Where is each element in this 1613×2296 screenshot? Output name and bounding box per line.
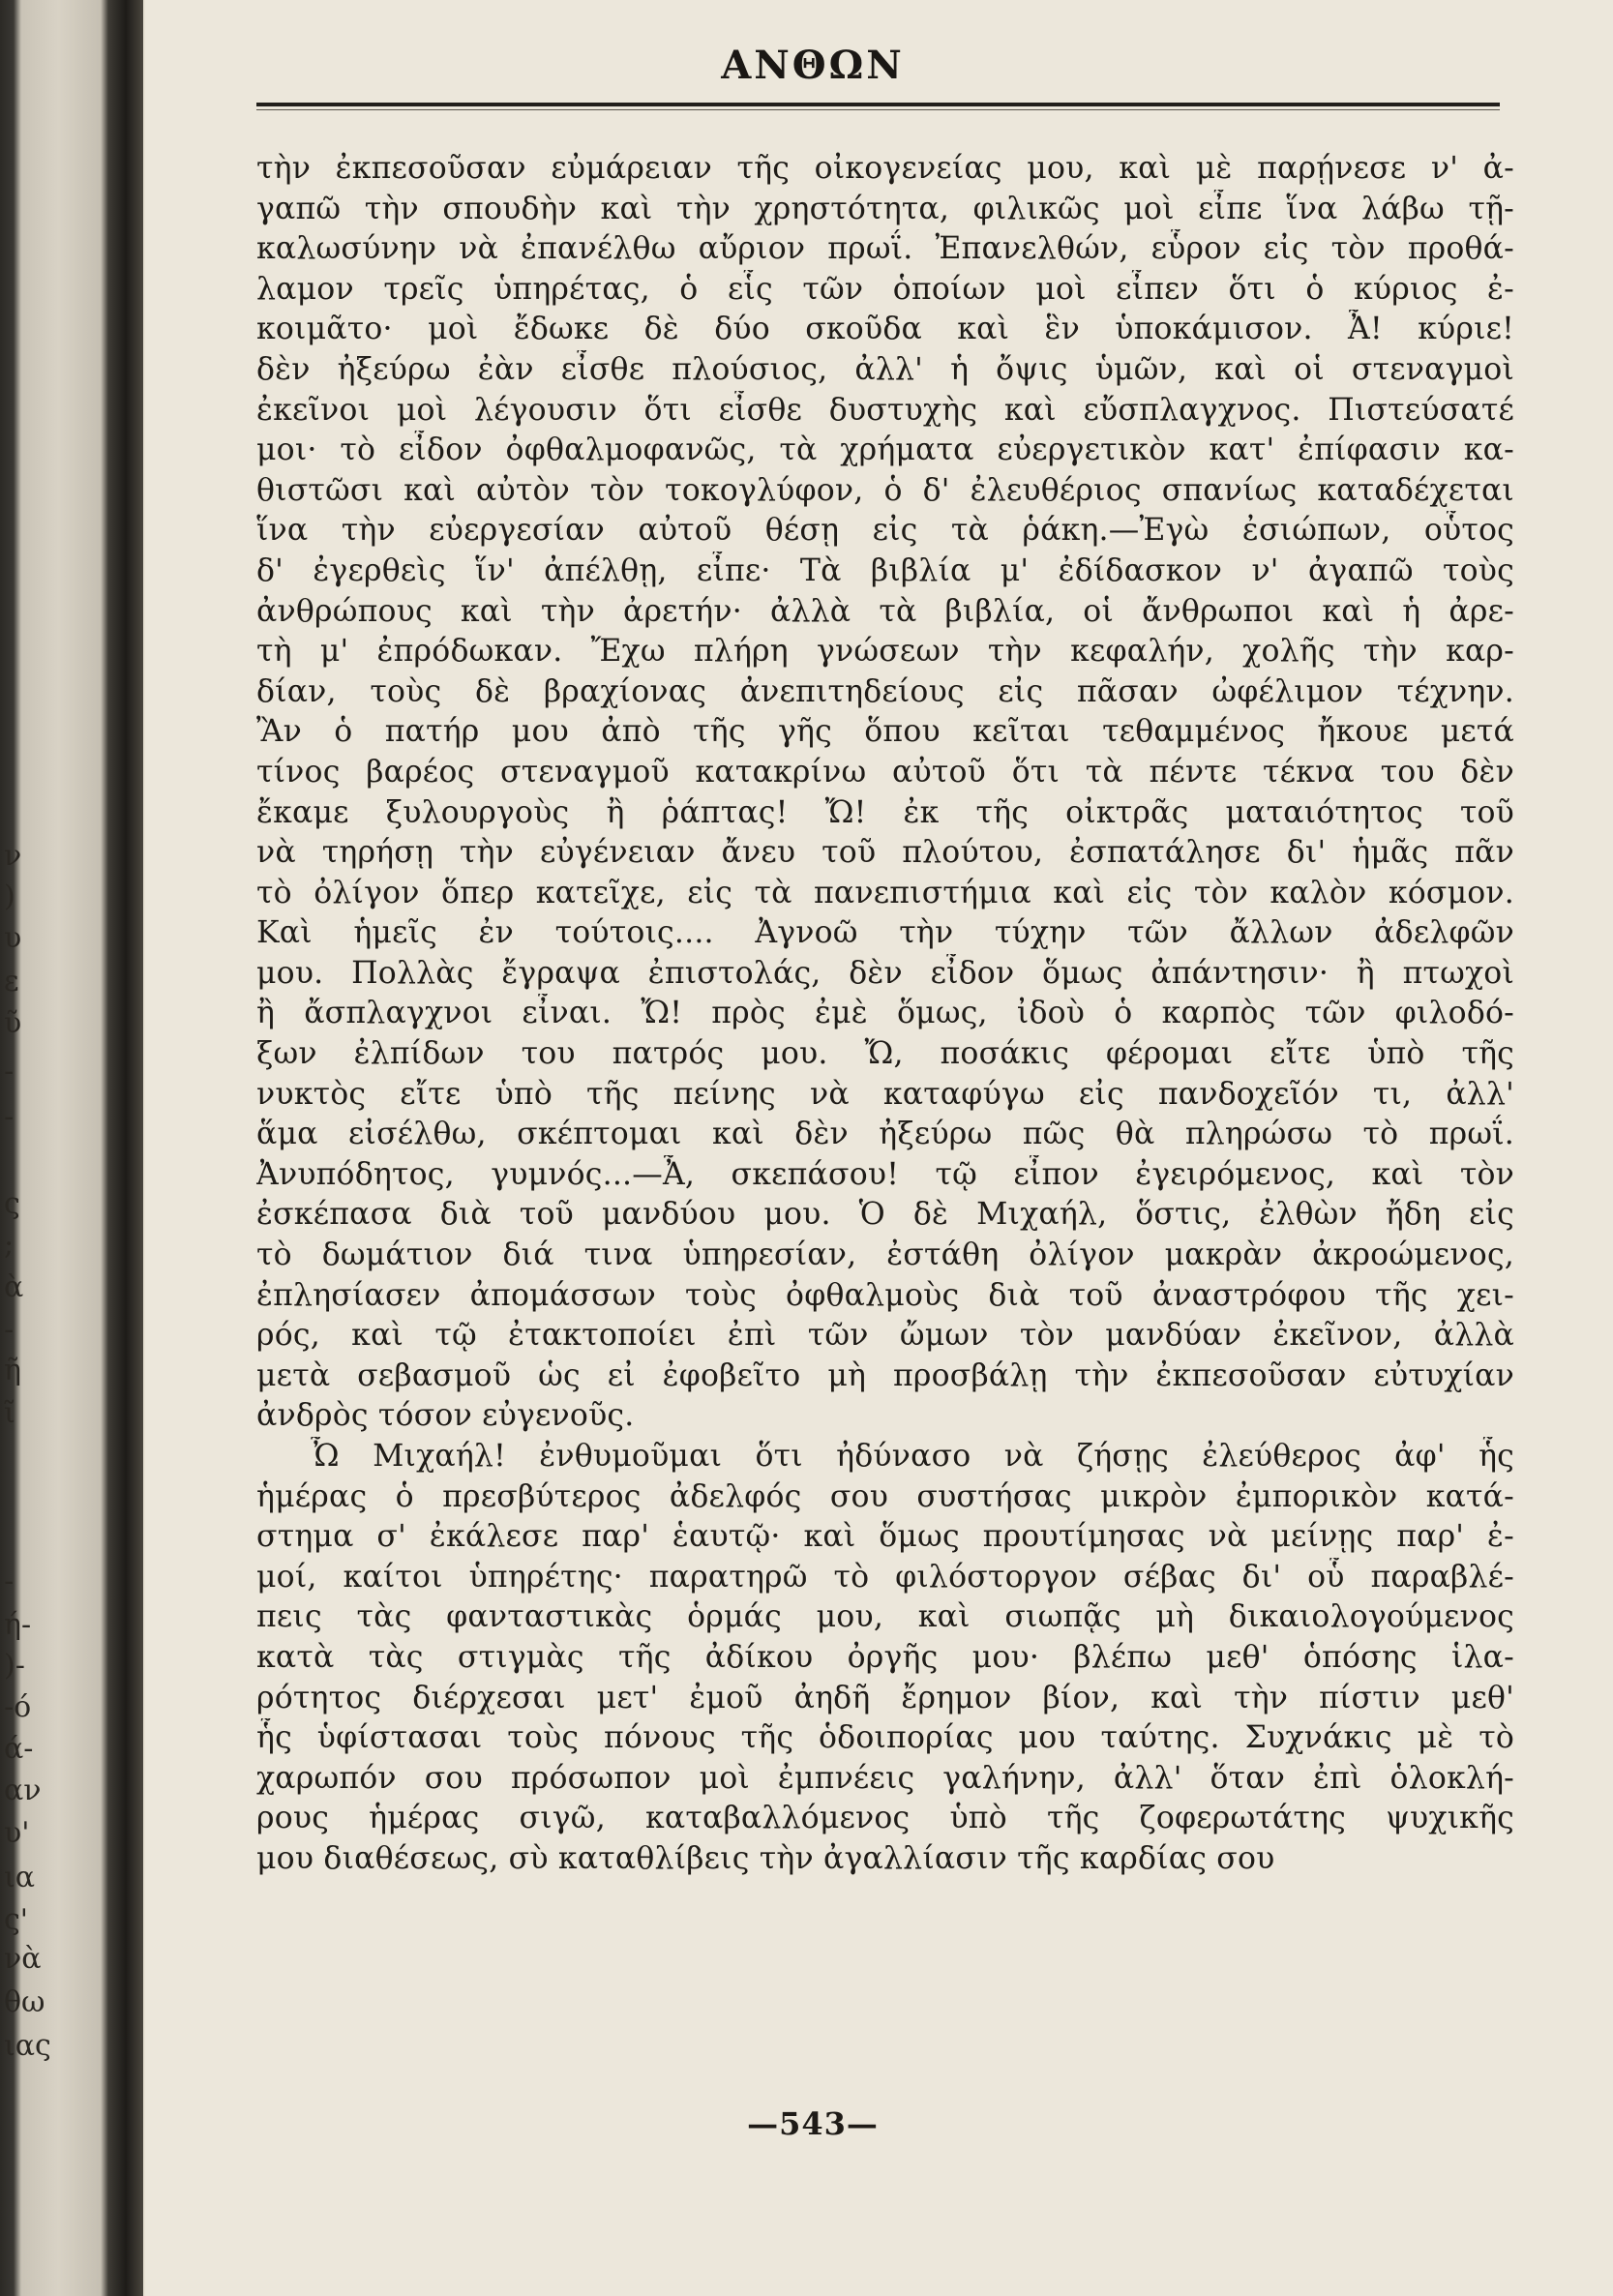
page-header [106,43,1519,88]
text-line: γαπῶ τὴν σπουδὴν καὶ τὴν χρηστότητα, φιλικῶς μοὶ εἶπε ἵνα λάβω τῇ- [256,191,1514,226]
margin-fragment: ) [4,880,15,913]
margin-fragment: ια [4,1861,36,1894]
text-line: ἀνθρώπους καὶ τὴν ἀρετήν· ἀλλὰ τὰ βιβλία, οἱ ἄνθρωποι καὶ ἡ ἀρε- [256,593,1514,629]
margin-fragment: ῆ [4,1354,21,1387]
margin-fragment: - [4,1565,15,1598]
margin-fragment: )- [4,1649,25,1683]
margin-fragment: - [4,1055,15,1088]
margin-fragment: ; [4,1228,15,1262]
margin-fragment: νὰ [4,1942,42,1976]
margin-fragment: ν [4,839,22,873]
text-line: ρός, καὶ τῷ ἐτακτοποίει ἐπὶ τῶν ὤμων τὸν μανδύαν ἐκεῖνον, ἀλλὰ [256,1318,1514,1354]
text-line: ἵνα τὴν εὐεργεσίαν αὐτοῦ θέσῃ εἰς τὰ ῥάκη.—Ἐγὼ ἐσιώπων, οὗτος [256,513,1514,549]
margin-fragment: θω [4,1985,45,2019]
text-line: μου. Πολλὰς ἔγραψα ἐπιστολάς, δὲν εἶδον ὅμως ἀπάντησιν· ἢ πτωχοὶ [256,955,1514,991]
page-number: —543— [747,2105,879,2142]
margin-fragment: ιας [4,2029,51,2063]
text-line: τὸ δωμάτιον διά τινα ὑπηρεσίαν, ἐστάθη ὀλίγον μακρὰν ἀκροώμενος, [256,1237,1514,1273]
text-line: τίνος βαρέος στεναγμοῦ κατακρίνω αὐτοῦ ὅτι τὰ πέντε τέκνα του δὲν [256,754,1514,790]
text-line: λαμον τρεῖς ὑπηρέτας, ὁ εἷς τῶν ὁποίων μοὶ εἶπεν ὅτι ὁ κύριος ἐ- [256,271,1514,307]
text-line: ξων ἐλπίδων του πατρός μου. Ὤ, ποσάκις φέρομαι εἴτε ὑπὸ τῆς [256,1036,1514,1072]
previous-page-margin [0,0,106,2296]
text-line: ἧς ὑφίστασαι τοὺς πόνους τῆς ὁδοιπορίας μου ταύτης. Συχνάκις μὲ τὸ [256,1720,1514,1756]
text-line: ρότητος διέρχεσαι μετ' ἐμοῦ ἀηδῆ ἔρημον βίον, καὶ τὴν πίστιν μεθ' [256,1680,1514,1715]
text-line: ἀνδρὸς τόσον εὐγενοῦς. [256,1398,635,1434]
text-line: μοί, καίτοι ὑπηρέτης· παρατηρῶ τὸ φιλόστοργον σέβας δι' οὗ παραβλέ- [256,1559,1514,1595]
text-line: πεις τὰς φανταστικὰς ὁρμάς μου, καὶ σιωπᾷς μὴ δικαιολογούμενος [256,1599,1514,1635]
text-line: δίαν, τοὺς δὲ βραχίονας ἀνεπιτηδείους εἰς πᾶσαν ὠφέλιμον τέχνην. [256,673,1514,709]
margin-fragment: υ [4,921,22,955]
text-line: δ' ἐγερθεὶς ἵν' ἀπέλθῃ, εἶπε· Τὰ βιβλία μ' ἐδίδασκον ν' ἀγαπῶ τοὺς [256,552,1514,588]
text-line: μου διαθέσεως, σὺ καταθλίβεις τὴν ἀγαλλίασιν τῆς καρδίας σου [256,1840,1275,1876]
margin-fragment: ή- [4,1608,32,1642]
header-rule [256,103,1500,106]
text-line: ἔκαμε ξυλουργοὺς ἢ ῥάπτας! Ὤ! ἐκ τῆς οἰκτρᾶς ματαιότητος τοῦ [256,794,1514,830]
text-line: τὸ ὀλίγον ὅπερ κατεῖχε, εἰς τὰ πανεπιστήμια καὶ εἰς τὸν καλὸν κόσμον. [256,875,1514,910]
text-line: ἐπλησίασεν ἀπομάσσων τοὺς ὀφθαλμοὺς διὰ τοῦ ἀναστρόφου τῆς χει- [256,1277,1514,1313]
text-line: στημα σ' ἐκάλεσε παρ' ἑαυτῷ· καὶ ὅμως προυτίμησας νὰ μείνῃς παρ' ἐ- [256,1519,1514,1555]
margin-fragment: υ' [4,1816,30,1850]
text-line: ἐκεῖνοι μοὶ λέγουσιν ὅτι εἶσθε δυστυχὴς καὶ εὔσπλαγχνος. Πιστεύσατέ [256,392,1514,428]
text-line: ρους ἡμέρας σιγῶ, καταβαλλόμενος ὑπὸ τῆς ζοφερωτάτης ψυχικῆς [256,1801,1514,1836]
text-line: μετὰ σεβασμοῦ ὡς εἰ ἐφοβεῖτο μὴ προσβάλῃ τὴν ἐκπεσοῦσαν εὐτυχίαν [256,1357,1514,1393]
text-line: Ἂν ὁ πατήρ μου ἀπὸ τῆς γῆς ὅπου κεῖται τεθαμμένος ἤκουε μετά [256,714,1514,750]
text-line: κοιμᾶτο· μοὶ ἔδωκε δὲ δύο σκοῦδα καὶ ἓν ὑποκάμισον. Ἆ! κύριε! [256,312,1514,347]
margin-fragment: ῦ [4,1006,22,1040]
text-line: τὴ μ' ἐπρόδωκαν. Ἔχω πλήρη γνώσεων τὴν κεφαλήν, χολῆς τὴν καρ- [256,634,1514,670]
text-line: χαρωπόν σου πρόσωπον μοὶ ἐμπνέεις γαλήνην, ἀλλ' ὅταν ἐπὶ ὁλοκλή- [256,1760,1514,1796]
text-line: ἅμα εἰσέλθω, σκέπτομαι καὶ δὲν ἠξεύρω πῶς θὰ πληρώσω τὸ πρωΐ. [256,1117,1514,1152]
text-line: δὲν ἠξεύρω ἐὰν εἶσθε πλούσιος, ἀλλ' ἡ ὄψις ὑμῶν, καὶ οἱ στεναγμοὶ [256,351,1514,387]
margin-fragment: - [4,1313,15,1347]
margin-fragment: ά- [4,1732,34,1766]
margin-fragment: αν [4,1774,42,1807]
text-line: Ὦ Μιχαήλ! ἐνθυμοῦμαι ὅτι ἠδύνασο νὰ ζήσῃς ἐλεύθερος ἀφ' ἧς [311,1439,1514,1474]
text-line: θιστῶσι καὶ αὐτὸν τὸν τοκογλύφον, ὁ δ' ἐλευθέριος σπανίως καταδέχεται [256,472,1514,508]
margin-fragment: ε [4,965,19,999]
running-head: ΑΝΘΩΝ [721,43,905,88]
header-rule-thin [256,109,1500,110]
text-line: ἐσκέπασα διὰ τοῦ μανδύου μου. Ὁ δὲ Μιχαήλ, ὅστις, ἐλθὼν ἤδη εἰς [256,1197,1514,1233]
margin-fragment: ς' [4,1903,29,1937]
margin-fragment: ς [4,1187,20,1221]
text-line: Καὶ ἡμεῖς ἐν τούτοις.... Ἀγνοῶ τὴν τύχην τῶν ἄλλων ἀδελφῶν [256,915,1514,951]
text-line: μοι· τὸ εἶδον ὀφθαλμοφανῶς, τὰ χρήματα εὐεργετικὸν κατ' ἐπίφασιν κα- [256,432,1514,468]
text-line: νυκτὸς εἴτε ὑπὸ τῆς πείνης νὰ καταφύγω εἰς πανδοχεῖόν τι, ἀλλ' [256,1076,1514,1112]
text-line: νὰ τηρήσῃ τὴν εὐγένειαν ἄνευ τοῦ πλούτου, ἐσπατάλησε δι' ἡμᾶς πᾶν [256,835,1514,871]
text-line: ἢ ἄσπλαγχνοι εἶναι. Ὤ! πρὸς ἐμὲ ὅμως, ἰδοὺ ὁ καρπὸς τῶν φιλοδό- [256,996,1514,1031]
margin-fragment: ῖ [4,1396,15,1430]
margin-fragment: - [4,1100,15,1134]
text-line: τὴν ἐκπεσοῦσαν εὐμάρειαν τῆς οἰκογενείας μου, καὶ μὲ παρῄνεσε ν' ἀ- [256,151,1514,186]
text-line: ἡμέρας ὁ πρεσβύτερος ἀδελφός σου συστήσας μικρὸν ἐμπορικὸν κατά- [256,1478,1514,1514]
body-text [256,149,1514,1880]
text-line: κατὰ τὰς στιγμὰς τῆς ἀδίκου ὀργῆς μου· βλέπω μεθ' ὁπόσης ἱλα- [256,1639,1514,1675]
text-line: Ἀνυπόδητος, γυμνός...—Ἆ, σκεπάσου! τῷ εἶπον ἐγειρόμενος, καὶ τὸν [256,1156,1514,1192]
margin-fragment: -ό [4,1690,32,1724]
text-line: καλωσύνην νὰ ἐπανέλθω αὔριον πρωΐ. Ἐπανελθών, εὗρον εἰς τὸν προθά- [256,231,1514,267]
margin-fragment: ὰ [4,1270,24,1304]
